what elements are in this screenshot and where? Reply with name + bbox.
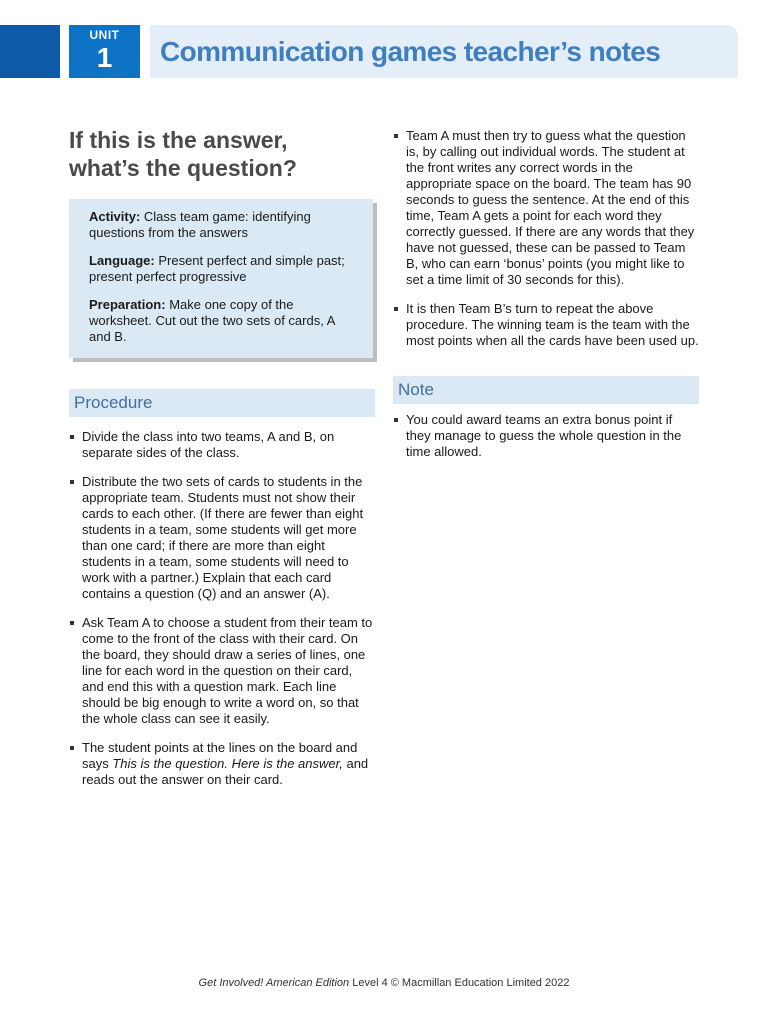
procedure-step: Team A must then try to guess what the question is, by calling out individual words. The student at the front writes any correct words in the appropriate space on the board. The team has 90 seconds to guess the sentence. At the end of this time, Team A gets a point for each word they correctly guessed. If there are any words that they have not guessed, these can be passed to Team B, who can earn ‘bonus’ points (you might like to set a time limit of 30 seconds for this). (393, 128, 699, 288)
procedure-step: Divide the class into two teams, A and B, on separate sides of the class. (69, 429, 375, 461)
page-title: Communication games teacher’s notes (160, 36, 661, 67)
note-heading: Note (393, 376, 699, 404)
left-column (69, 126, 375, 788)
procedure-list-right (393, 128, 699, 349)
step4-quote: This is the question. Here is the answer, (112, 756, 343, 771)
activity-info-box (69, 199, 373, 358)
procedure-heading: Procedure (69, 389, 375, 417)
preparation-info (89, 297, 353, 345)
footer (0, 977, 768, 989)
header-bar (150, 25, 738, 78)
language-text: Present perfect and simple past; present perfect progressive (89, 253, 345, 284)
preparation-text: Make one copy of the worksheet. Cut out the two sets of cards, A and B. (89, 297, 335, 344)
preparation-label: Preparation: (89, 297, 166, 312)
language-info (89, 253, 353, 285)
note-list (393, 412, 699, 460)
activity-text: Class team game: identifying questions from the answers (89, 209, 311, 240)
activity-info (89, 209, 353, 241)
unit-label: UNIT (89, 28, 120, 42)
footer-copyright: Level 4 © Macmillan Education Limited 2022 (349, 977, 570, 989)
activity-title-line1: If this is the answer, (69, 127, 288, 153)
procedure-step: It is then Team B’s turn to repeat the above procedure. The winning team is the team with the most points when all the cards have been used up. (393, 301, 699, 349)
unit-number: 1 (96, 42, 113, 73)
procedure-step: Distribute the two sets of cards to students in the appropriate team. Students must not show their cards to each other. (If there are fewer than eight students in a team, some students will get more than one card; if there are more than eight students in a team, some students will need to work with a partner.) Explain that each card contains a question (Q) and an answer (A). (69, 474, 375, 602)
right-column (393, 128, 699, 460)
step4-end: and reads out the answer on their card. (82, 756, 369, 787)
footer-book-title: Get Involved! American Edition (198, 977, 350, 989)
activity-label: Activity: (89, 209, 141, 224)
header-edge-block (0, 25, 60, 78)
activity-title (69, 126, 375, 182)
procedure-step (69, 740, 375, 788)
language-label: Language: (89, 253, 155, 268)
procedure-step: Ask Team A to choose a student from their team to come to the front of the class with their card. On the board, they should draw a series of lines, one line for each word in the question on their card, and end this with a question mark. Each line should be big enough to write a word on, so that the whole class can see it easily. (69, 615, 375, 727)
procedure-list-left (69, 429, 375, 788)
activity-title-line2: what’s the question? (69, 155, 297, 181)
step4-start: The student points at the lines on the board and says (82, 740, 358, 771)
note-item: You could award teams an extra bonus point if they manage to guess the whole question in the time allowed. (393, 412, 699, 460)
unit-badge (69, 25, 140, 78)
